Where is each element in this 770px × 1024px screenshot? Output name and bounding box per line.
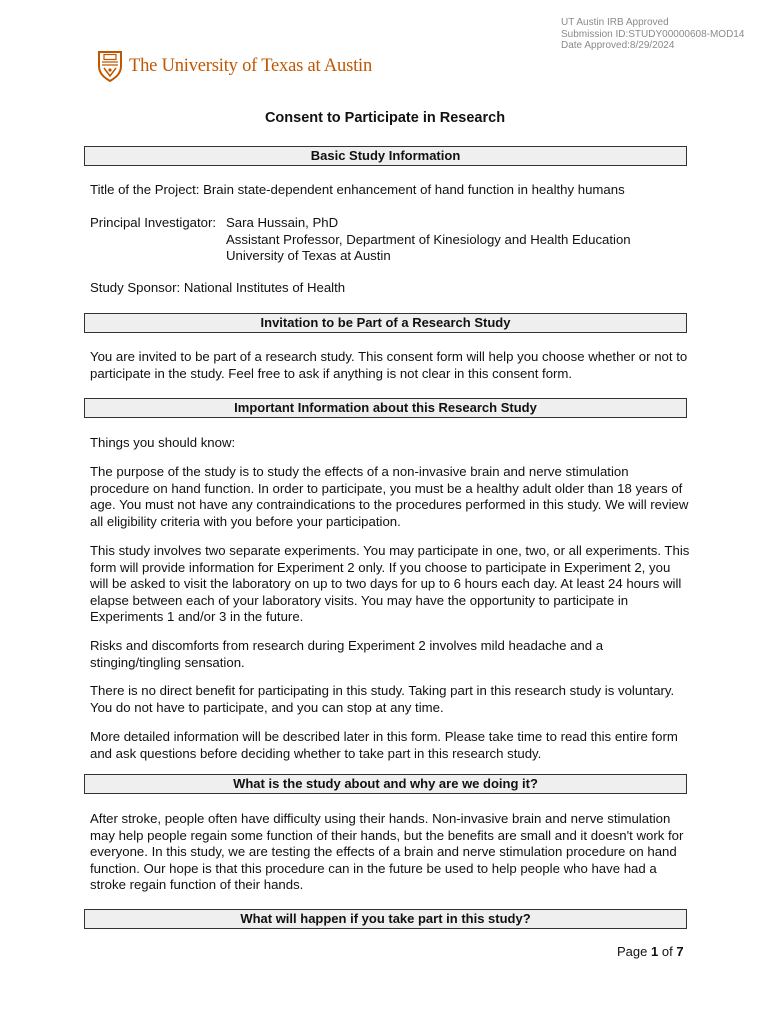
- irb-submission-line: Submission ID:STUDY00000608-MOD14: [561, 28, 745, 40]
- section-header-study-about: What is the study about and why are we doing it?: [84, 774, 687, 794]
- pi-institution: University of Texas at Austin: [226, 248, 391, 263]
- total-pages: 7: [676, 944, 684, 959]
- important-paragraph: This study involves two separate experiments. You may participate in one, two, or all experiments. This form will provide information for Experiment 2 only. If you choose to participate in Experiment 2, you will be asked to visit the laboratory on up to two days for up to 6 hours each day. At least 24 hours will elapse between each of your laboratory visits. You may have the opportunity to participate in Experiments 1 and/or 3 in the future.: [90, 543, 690, 624]
- university-name: The University of Texas at Austin: [129, 55, 373, 76]
- pi-label: Principal Investigator:: [90, 215, 217, 230]
- pi-name: Sara Hussain, PhD: [226, 215, 339, 230]
- university-seal-icon: [97, 50, 123, 82]
- important-paragraph: Risks and discomforts from research during Experiment 2 involves mild headache and a stinging/tingling sensation.: [90, 638, 604, 670]
- section-header-important-info: Important Information about this Research Study: [84, 398, 687, 418]
- irb-date-line: Date Approved:8/29/2024: [561, 40, 675, 51]
- important-paragraph: Things you should know:: [90, 435, 236, 450]
- project-title: Title of the Project: Brain state-dependent enhancement of hand function in healthy humans: [90, 182, 625, 197]
- section-header-basic-info: Basic Study Information: [84, 146, 687, 166]
- document-title: Consent to Participate in Research: [264, 110, 506, 126]
- irb-approved-line: UT Austin IRB Approved: [561, 17, 669, 28]
- important-paragraph: There is no direct benefit for participating in this study. Taking part in this research study is voluntary. You do not have to participate, and you can stop at any time.: [90, 683, 675, 715]
- pi-details: [226, 215, 631, 265]
- study-sponsor: Study Sponsor: National Institutes of Health: [90, 280, 346, 295]
- important-paragraph: The purpose of the study is to study the effects of a non-invasive brain and nerve stimulation procedure on hand function. In order to participate, you must be a healthy adult older than 18 years of age. You must not have any contraindications to the procedures performed in this study. We will review all eligibility criteria with you before your participation.: [90, 464, 689, 529]
- current-page: 1: [651, 944, 659, 959]
- section-header-invitation: Invitation to be Part of a Research Study: [84, 313, 687, 333]
- section-header-what-happens: What will happen if you take part in this study?: [84, 909, 687, 929]
- study-about-paragraph: After stroke, people often have difficulty using their hands. Non-invasive brain and nerve stimulation may help people regain some function of their hands, but the benefits are small and it doesn't work for everyone. In this study, we are testing the effects of a brain and nerve stimulation procedure on hand function. Our hope is that this procedure can in the future be used to help people who have had a stroke regain function of their hands.: [90, 811, 684, 892]
- page-number: [617, 944, 684, 959]
- university-logo: [97, 50, 372, 82]
- of-word: of: [661, 944, 673, 959]
- page-word: Page: [617, 944, 648, 959]
- important-paragraph: More detailed information will be described later in this form. Please take time to read this entire form and ask questions before deciding whether to take part in this research study.: [90, 729, 678, 761]
- invitation-paragraph: You are invited to be part of a research study. This consent form will help you choose whether or not to participate in the study. Feel free to ask if anything is not clear in this consent form.: [90, 349, 688, 381]
- pi-title: Assistant Professor, Department of Kinesiology and Health Education: [226, 231, 631, 247]
- irb-approval-stamp: [561, 17, 744, 52]
